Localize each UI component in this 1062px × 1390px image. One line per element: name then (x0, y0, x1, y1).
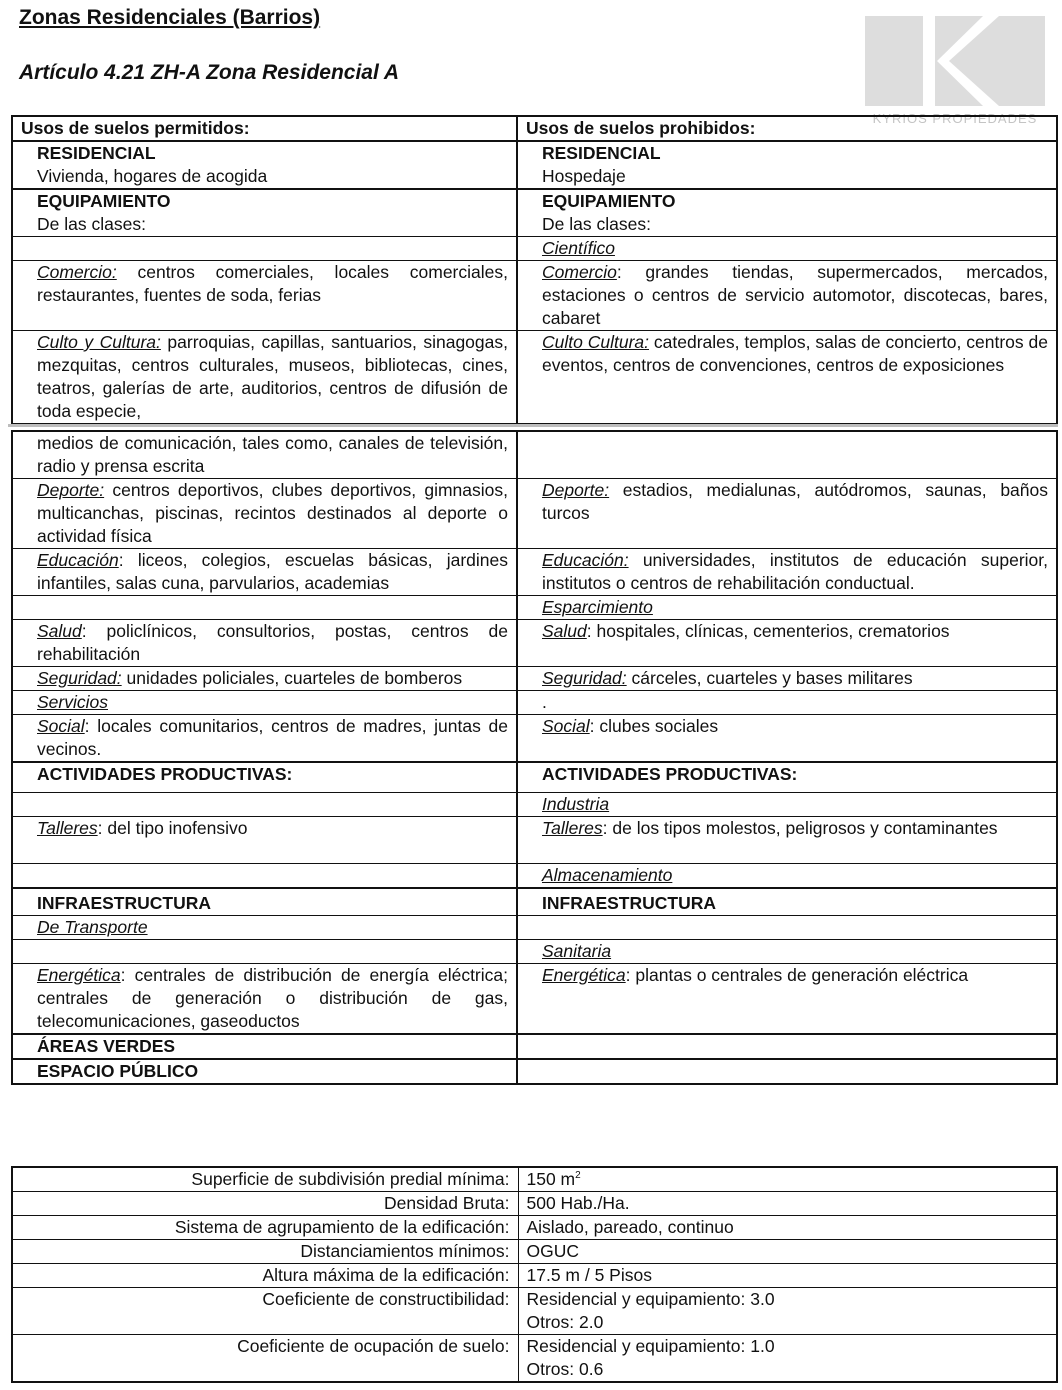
culto-permitted: parroquias, capillas, santuarios, sinagogas, mezquitas, centros culturales, museos, bibliotecas, cines, teatros, galerías de arte, auditorios, centros de difusión de toda especie, (37, 332, 508, 421)
list-item (517, 691, 1057, 715)
salud-label: Salud (37, 621, 82, 641)
list-item (517, 817, 1057, 864)
salud-prohibited: : hospitales, clínicas, cementerios, crematorios (586, 621, 950, 641)
list-item (517, 189, 1057, 237)
transporte-label: De Transporte (37, 917, 148, 937)
norm-value-line1: Residencial y equipamiento: 1.0 (526, 1336, 775, 1356)
list-item (517, 964, 1057, 1035)
table-row (12, 1216, 1057, 1240)
list-item (12, 549, 517, 596)
table-row (12, 261, 1057, 331)
list-item (517, 331, 1057, 425)
energetica-permitted: : centrales de distribución de energía eléctrica; centrales de generación o distribución de gas, telecomunicaciones, gaseoductos (37, 965, 508, 1031)
norm-label: Coeficiente de constructibilidad: (12, 1288, 518, 1335)
list-item (12, 916, 517, 940)
educacion-prohibited: universidades, institutos de educación superior, institutos o centros de rehabilitación conductual. (542, 550, 1048, 593)
salud-permitted: : policlínicos, consultorios, postas, centros de rehabilitación (37, 621, 508, 664)
culto-label-p: Culto Cultura: (542, 332, 650, 352)
list-item (12, 667, 517, 691)
culto-prohibited: catedrales, templos, salas de concierto, centros de eventos, centros de convenciones, centros de exposiciones (542, 332, 1048, 375)
servicios-prohibited: . (542, 692, 547, 712)
table-row (12, 596, 1057, 620)
empty-cell (517, 916, 1057, 940)
servicios-label: Servicios (37, 692, 108, 712)
deporte-permitted: centros deportivos, clubes deportivos, gimnasios, multicanchas, piscinas, recintos destinados al deporte o actividad física (37, 480, 508, 546)
empty-cell (517, 431, 1057, 479)
table-row (12, 888, 1057, 916)
list-item (517, 793, 1057, 817)
norm-value-line1: Residencial y equipamiento: 3.0 (526, 1289, 775, 1309)
social-prohibited: : clubes sociales (589, 716, 719, 736)
table-row (12, 864, 1057, 889)
almacenamiento-label: Almacenamiento (542, 865, 673, 885)
empty-cell (517, 1059, 1057, 1084)
list-item (517, 715, 1057, 763)
list-item (517, 940, 1057, 964)
cientifico-label: Científico (542, 238, 615, 258)
table-row (12, 237, 1057, 261)
residencial-prohibited: Hospedaje (542, 166, 626, 186)
infra-label: INFRAESTRUCTURA (12, 888, 517, 916)
comercio-permitted: centros comerciales, locales comerciales, restaurantes, fuentes de soda, ferias (37, 262, 508, 305)
talleres-prohibited: : de los tipos molestos, peligrosos y contaminantes (602, 818, 998, 838)
talleres-label-p: Talleres (542, 818, 603, 838)
culto-permitted-cont: medios de comunicación, tales como, canales de televisión, radio y prensa escrita (37, 433, 508, 476)
kyrios-logo (864, 14, 1046, 130)
list-item (12, 189, 517, 237)
table-row (12, 817, 1057, 864)
deporte-label: Deporte: (37, 480, 105, 500)
norm-value: 500 Hab./Ha. (518, 1192, 1057, 1216)
list-item (517, 596, 1057, 620)
social-label-p: Social (542, 716, 590, 736)
norm-value (518, 1335, 1057, 1383)
table-row (12, 940, 1057, 964)
page-heading: Zonas Residenciales (Barrios) (19, 6, 321, 29)
esparcimiento-label: Esparcimiento (542, 597, 653, 617)
salud-label-p: Salud (542, 621, 587, 641)
list-item (517, 549, 1057, 596)
table-row (12, 1240, 1057, 1264)
table-row (12, 189, 1057, 237)
areas-verdes-label: ÁREAS VERDES (12, 1034, 517, 1059)
norm-label: Sistema de agrupamiento de la edificación: (12, 1216, 518, 1240)
table-row (12, 1059, 1057, 1084)
residencial-label-p: RESIDENCIAL (542, 143, 661, 163)
norm-value: Aislado, pareado, continuo (518, 1216, 1057, 1240)
residencial-permitted: Vivienda, hogares de acogida (37, 166, 268, 186)
culto-label: Culto y Cultura: (37, 332, 161, 352)
table-row (12, 1264, 1057, 1288)
energetica-label: Energética (37, 965, 121, 985)
educacion-label-p: Educación: (542, 550, 629, 570)
list-item (517, 237, 1057, 261)
seguridad-label-p: Seguridad: (542, 668, 627, 688)
seguridad-prohibited: cárceles, cuarteles y bases militares (626, 668, 913, 688)
table-row (12, 964, 1057, 1035)
educacion-permitted: : liceos, colegios, escuelas básicas, jardines infantiles, salas cuna, parvularios, academias (37, 550, 508, 593)
empty-cell (517, 1034, 1057, 1059)
table-row (12, 715, 1057, 763)
list-item (12, 715, 517, 763)
talleres-label: Talleres (37, 818, 98, 838)
list-item (12, 691, 517, 715)
norm-label: Densidad Bruta: (12, 1192, 518, 1216)
list-item (12, 817, 517, 864)
infra-label-p: INFRAESTRUCTURA (517, 888, 1057, 916)
industria-label: Industria (542, 794, 610, 814)
norm-value-line2: Otros: 0.6 (526, 1359, 604, 1379)
table-row (12, 479, 1057, 549)
table-row (12, 762, 1057, 793)
table-row (12, 431, 1057, 479)
list-item (12, 964, 517, 1035)
empty-cell (12, 596, 517, 620)
table-row (12, 549, 1057, 596)
equipamiento-label-p: EQUIPAMIENTO (542, 191, 676, 211)
list-item (517, 620, 1057, 667)
land-use-table-part2 (11, 430, 1058, 1085)
table-row (12, 1192, 1057, 1216)
list-item (12, 620, 517, 667)
social-permitted: : locales comunitarios, centros de madres, juntas de vecinos. (37, 716, 508, 759)
clases-text: De las clases: (37, 214, 146, 234)
permitted-header: Usos de suelos permitidos: (12, 116, 517, 141)
deporte-label-p: Deporte: (542, 480, 610, 500)
table-row (12, 916, 1057, 940)
table-header-row (12, 116, 1057, 141)
logo-mark-icon (865, 16, 1045, 106)
list-item (517, 864, 1057, 889)
productivas-label: ACTIVIDADES PRODUCTIVAS: (12, 762, 517, 793)
table-row (12, 331, 1057, 425)
norm-label: Coeficiente de ocupación de suelo: (12, 1335, 518, 1383)
equipamiento-label: EQUIPAMIENTO (37, 191, 171, 211)
article-title: Artículo 4.21 ZH-A Zona Residencial A (19, 61, 400, 84)
clases-text-p: De las clases: (542, 214, 651, 234)
deporte-prohibited: estadios, medialunas, autódromos, saunas, baños turcos (542, 480, 1048, 523)
list-item (12, 331, 517, 425)
table-row (12, 691, 1057, 715)
table-row (12, 1288, 1057, 1335)
energetica-prohibited: : plantas o centrales de generación eléctrica (625, 965, 969, 985)
list-item (517, 141, 1057, 189)
list-item (12, 261, 517, 331)
empty-cell (12, 940, 517, 964)
empty-cell (12, 237, 517, 261)
norm-value-sup: 2 (575, 1170, 581, 1182)
norm-value (518, 1167, 1057, 1192)
norm-value: OGUC (518, 1240, 1057, 1264)
table-row (12, 141, 1057, 189)
table-row (12, 1335, 1057, 1383)
table-row (12, 1167, 1057, 1192)
comercio-label-p: Comercio (542, 262, 617, 282)
seguridad-label: Seguridad: (37, 668, 122, 688)
norm-label: Superficie de subdivisión predial mínima: (12, 1167, 518, 1192)
empty-cell (12, 864, 517, 889)
list-item (12, 141, 517, 189)
page-break-divider (8, 424, 1058, 427)
list-item (517, 261, 1057, 331)
sanitaria-label: Sanitaria (542, 941, 612, 961)
comercio-prohibited: : grandes tiendas, supermercados, mercados, estaciones o centros de servicio automotor, discotecas, bares, cabaret (542, 262, 1048, 328)
table-row (12, 667, 1057, 691)
espacio-publico-label: ESPACIO PÚBLICO (12, 1059, 517, 1084)
productivas-label-p: ACTIVIDADES PRODUCTIVAS: (517, 762, 1057, 793)
social-label: Social (37, 716, 85, 736)
land-use-table-part1 (11, 115, 1058, 425)
talleres-permitted: : del tipo inofensivo (97, 818, 248, 838)
list-item (12, 479, 517, 549)
norm-value: 17.5 m / 5 Pisos (518, 1264, 1057, 1288)
residencial-label: RESIDENCIAL (37, 143, 156, 163)
list-item (517, 667, 1057, 691)
table-row (12, 1034, 1057, 1059)
norm-label: Distanciamientos mínimos: (12, 1240, 518, 1264)
comercio-label: Comercio: (37, 262, 117, 282)
table-row (12, 620, 1057, 667)
energetica-label-p: Energética (542, 965, 626, 985)
norm-value-line2: Otros: 2.0 (526, 1312, 604, 1332)
educacion-label: Educación (37, 550, 119, 570)
prohibited-header: Usos de suelos prohibidos: (517, 116, 1057, 141)
list-item (12, 431, 517, 479)
logo-text: KYRIOS PROPIEDADES (872, 111, 1038, 126)
seguridad-permitted: unidades policiales, cuarteles de bomberos (121, 668, 463, 688)
empty-cell (12, 793, 517, 817)
norm-value (518, 1288, 1057, 1335)
urban-norms-table (11, 1166, 1058, 1383)
norm-label: Altura máxima de la edificación: (12, 1264, 518, 1288)
table-row (12, 793, 1057, 817)
norm-value-text: 150 m (526, 1169, 576, 1189)
list-item (517, 479, 1057, 549)
